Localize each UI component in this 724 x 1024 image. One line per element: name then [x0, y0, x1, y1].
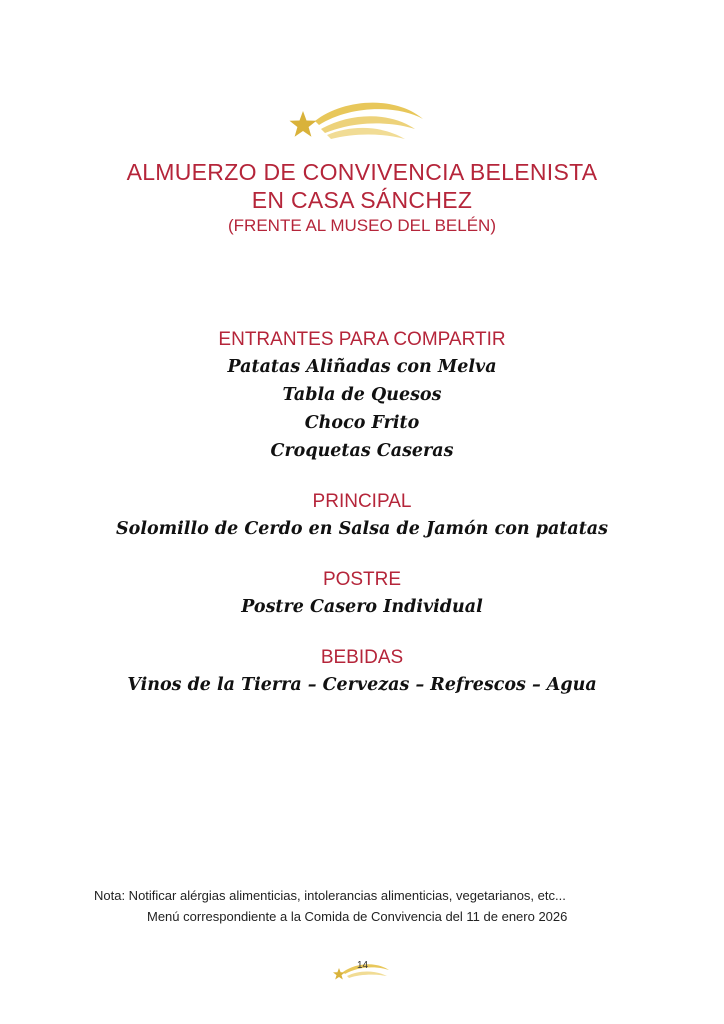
- dish-item: Choco Frito: [304, 413, 420, 433]
- title-block: [0, 158, 724, 237]
- menu-date-note: Menú correspondiente a la Comida de Convivencia del 11 de enero 2026: [147, 909, 568, 924]
- dish-item: Vinos de la Tierra – Cervezas – Refrescos – Agua: [127, 675, 597, 695]
- page-title-line-1: ALMUERZO DE CONVIVENCIA BELENISTA: [126, 159, 598, 185]
- section-heading: ENTRANTES PARA COMPARTIR: [218, 329, 506, 350]
- section-heading: BEBIDAS: [320, 647, 404, 668]
- dish-item: Tabla de Quesos: [282, 385, 442, 405]
- page-title-line-2: EN CASA SÁNCHEZ: [251, 187, 473, 213]
- section-heading: PRINCIPAL: [312, 491, 412, 512]
- dish-item: Patatas Aliñadas con Melva: [227, 357, 497, 377]
- page-number: 14: [357, 960, 369, 971]
- section-starters: [0, 327, 724, 465]
- dish-item: Postre Casero Individual: [241, 597, 483, 617]
- menu-list: [0, 327, 724, 723]
- allergy-note: Nota: Notificar alérgias alimenticias, intolerancias alimenticias, vegetarianos, etc...: [94, 888, 566, 903]
- section-drinks: [0, 645, 724, 699]
- section-main: [0, 489, 724, 543]
- dish-item: Croquetas Caseras: [270, 441, 454, 461]
- section-dessert: [0, 567, 724, 621]
- shooting-star-icon: [285, 95, 425, 143]
- dish-item: Solomillo de Cerdo en Salsa de Jamón con patatas: [116, 519, 608, 539]
- page-subtitle: (FRENTE AL MUSEO DEL BELÉN): [228, 216, 496, 235]
- section-heading: POSTRE: [322, 569, 402, 590]
